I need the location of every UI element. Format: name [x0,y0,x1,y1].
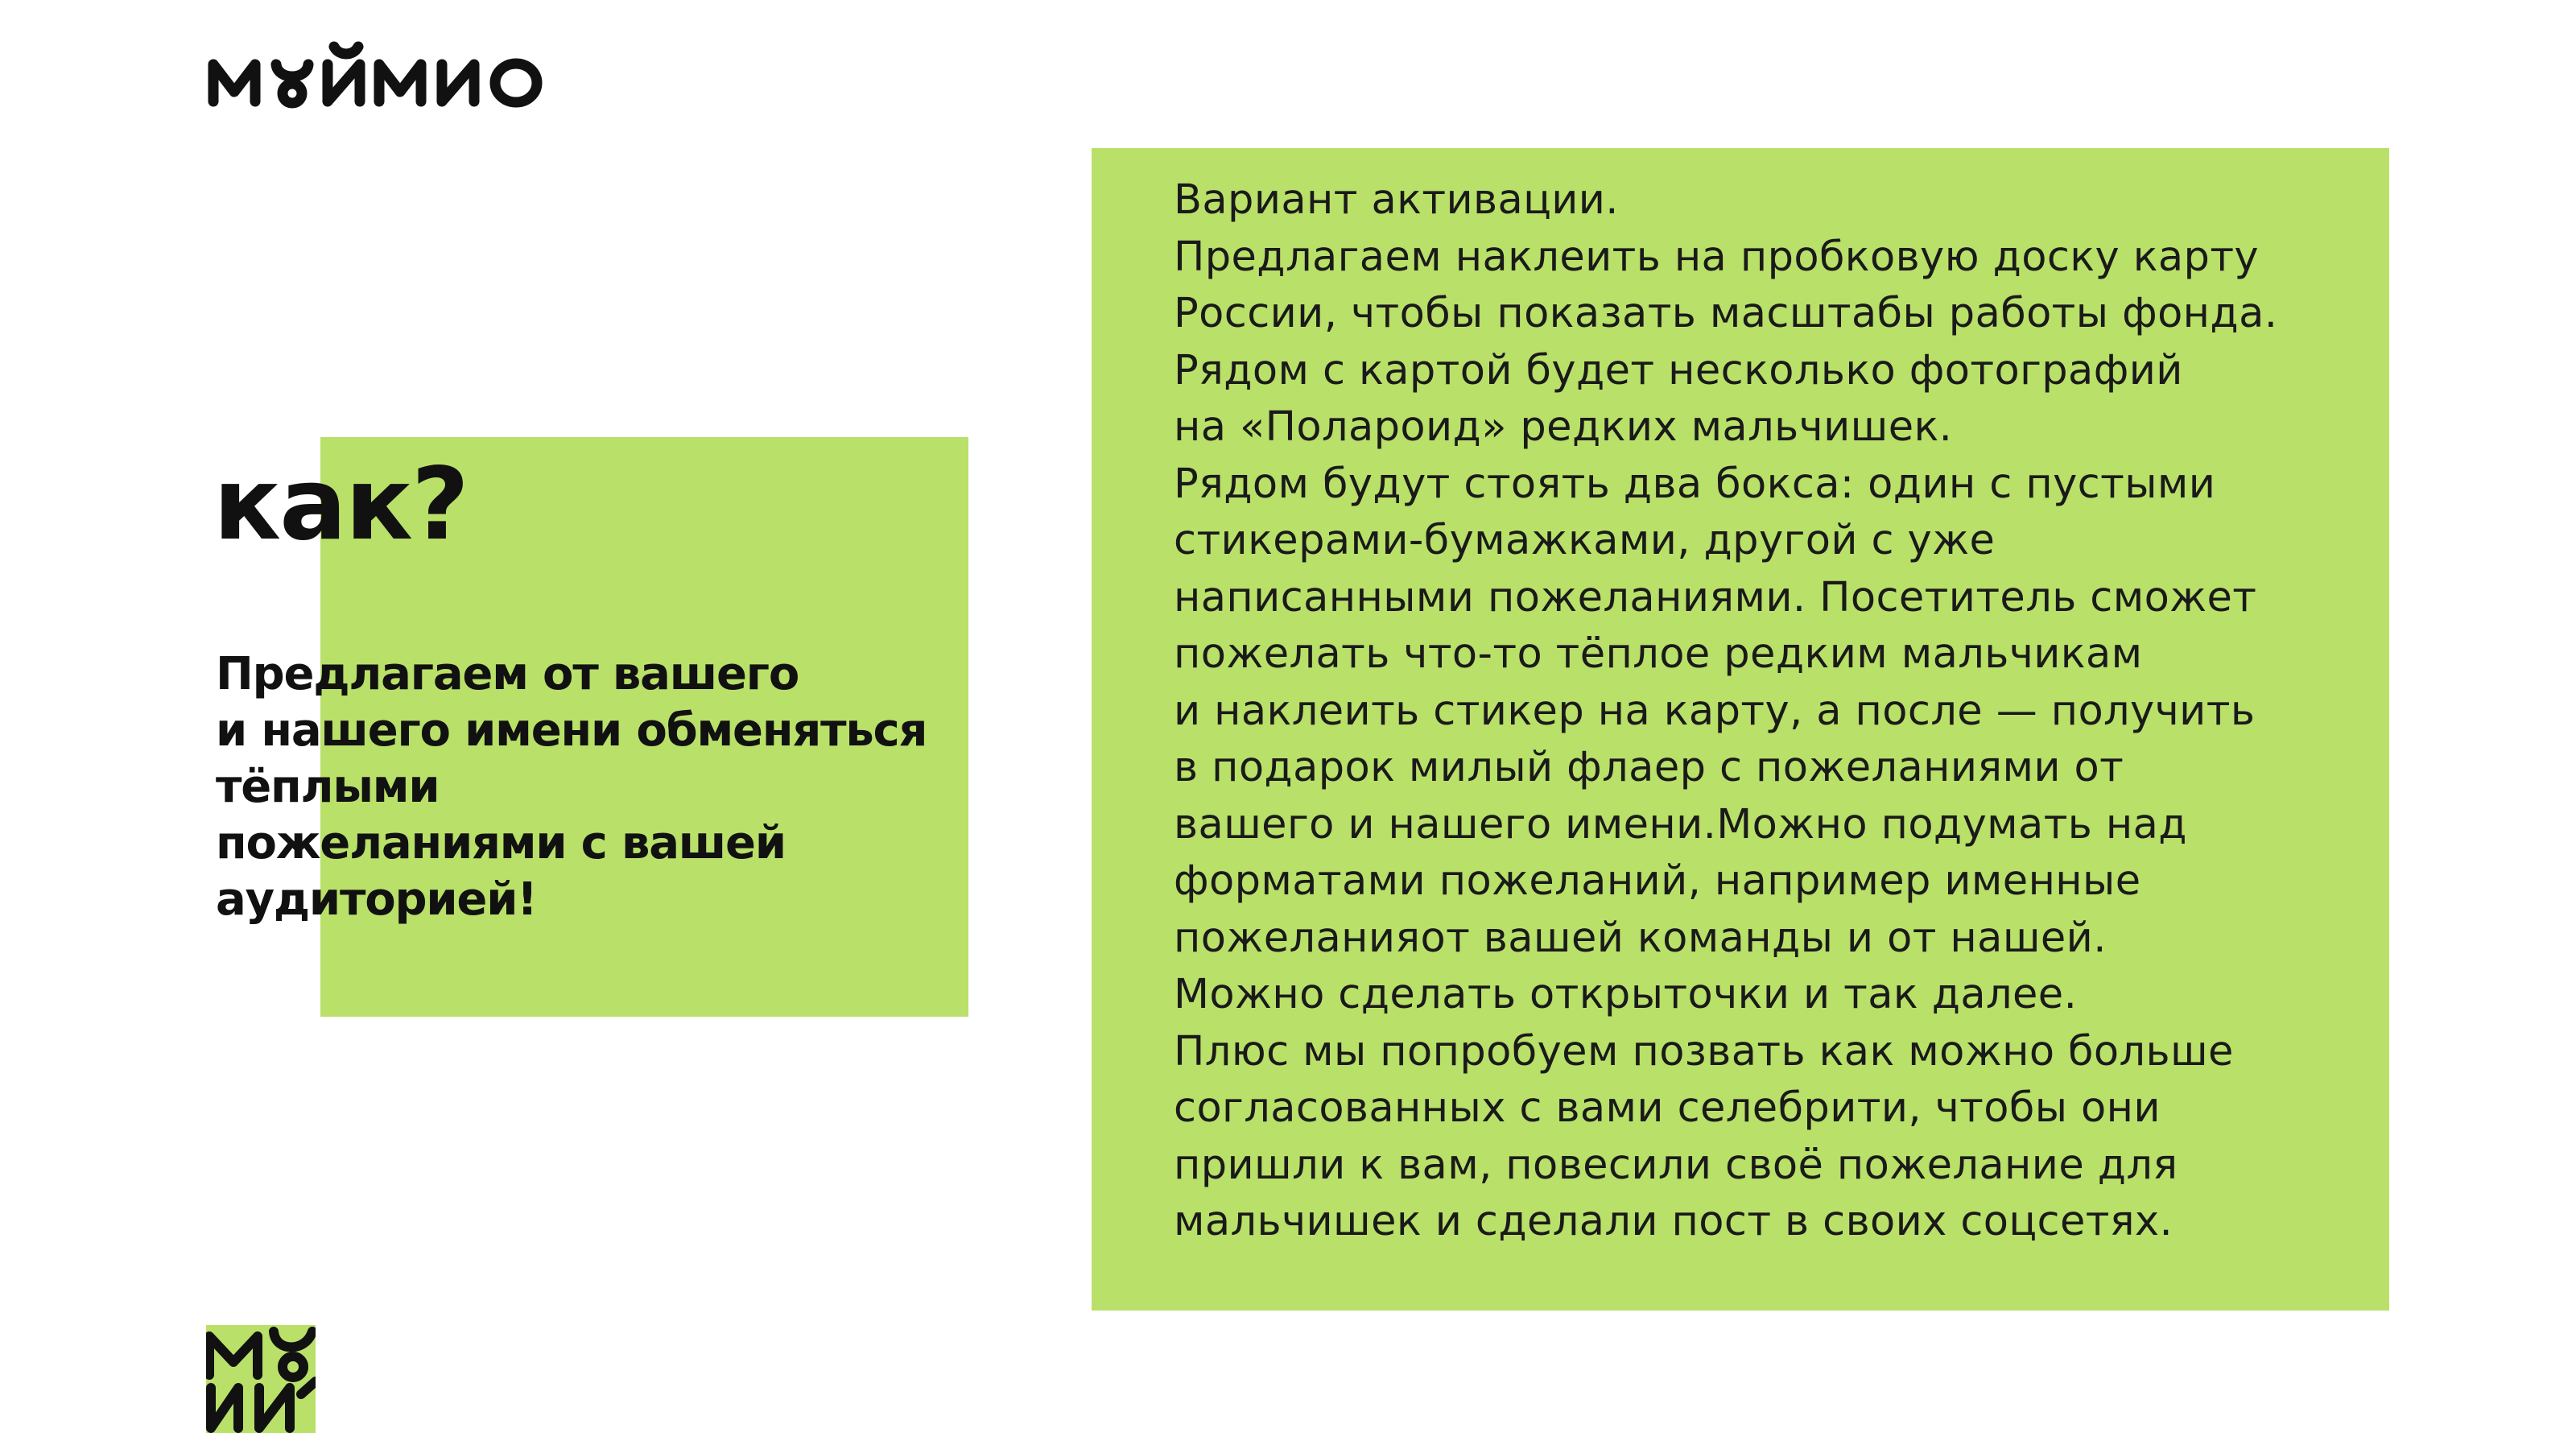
description-line: написанными пожеланиями. Посетитель сможет [1174,573,2257,621]
description-line: Предлагаем наклеить на пробковую доску карту [1174,233,2260,281]
description-line: мальчишек и сделали пост в своих соцсетях. [1174,1198,2174,1245]
moimio-logo-icon [205,32,559,121]
lead-line: и нашего имени обменяться [216,704,927,757]
description-line: на «Полароид» редких мальчишек. [1174,403,1953,451]
description-line: в подарок милый флаер с пожеланиями от [1174,744,2124,791]
description-line: Вариант активации. [1174,176,1619,224]
lead-line: Предлагаем от вашего [216,648,799,700]
description-line: и наклеить стикер на карту, а после — получить [1174,687,2256,735]
page-heading: как? [213,447,468,563]
description-line: Можно сделать открыточки и так далее. [1174,971,2078,1018]
description-line: Рядом будут стоять два бокса: один с пустыми [1174,460,2216,508]
description-line: пожелать что-то тёплое редким мальчикам [1174,630,2143,678]
description-line: стикерами-бумажками, другой с уже [1174,517,1996,564]
description-line: пришли к вам, повесили своё пожелание для [1174,1141,2178,1189]
lead-text [216,646,1101,928]
description-line: Рядом с картой будет несколько фотографий [1174,346,2183,394]
lead-line: пожеланиями с вашей [216,817,786,869]
moimio-pattern-mark-icon [206,1325,316,1433]
lead-line: аудиторией! [216,873,537,926]
moimio-logo [205,32,559,121]
description-line: России, чтобы показать масштабы работы фонда. [1174,290,2278,337]
lead-line: тёплыми [216,761,440,813]
description-line: пожеланияот вашей команды и от нашей. [1174,914,2107,962]
description-text [1174,172,2397,1251]
description-line: Плюс мы попробуем позвать как можно больше [1174,1027,2234,1075]
description-line: согласованных с вами селебрити, чтобы они [1174,1084,2161,1132]
description-line: вашего и нашего имени.Можно подумать над [1174,800,2187,848]
description-line: форматами пожеланий, например именные [1174,857,2141,905]
